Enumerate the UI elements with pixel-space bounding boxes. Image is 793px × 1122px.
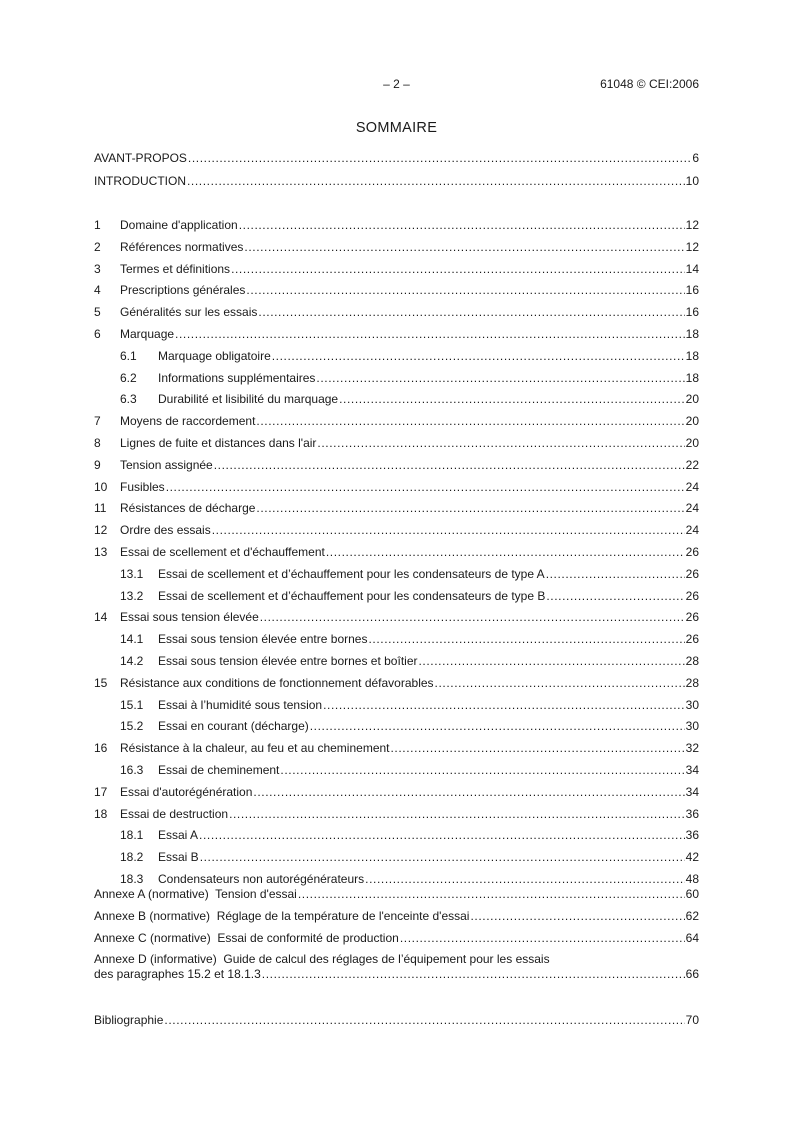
dot-leader xyxy=(280,763,684,778)
toc-entry-18[interactable] xyxy=(94,807,699,822)
dot-leader xyxy=(326,545,685,560)
toc-entry-15-1[interactable] xyxy=(94,698,699,713)
dot-leader xyxy=(419,654,685,669)
toc-entry-label: Essai A xyxy=(158,828,199,843)
toc-entry-page: 20 xyxy=(685,414,699,429)
toc-entry-13-2[interactable] xyxy=(94,589,699,604)
toc-entry-number: 1 xyxy=(94,218,101,232)
toc-entry-label: Marquage xyxy=(120,327,175,341)
dot-leader xyxy=(229,807,685,822)
toc-entry-page: 26 xyxy=(685,632,699,647)
toc-entry-number: 16.3 xyxy=(120,763,144,777)
toc-entry-page: 18 xyxy=(685,348,699,363)
toc-entry-page: 42 xyxy=(685,850,699,865)
toc-entry-page: 18 xyxy=(685,370,699,385)
toc-entry-label: Informations supplémentaires xyxy=(158,370,316,385)
toc-entry-number: 4 xyxy=(94,283,101,298)
dot-leader xyxy=(400,931,685,946)
dot-leader xyxy=(200,850,685,865)
toc-entry-number: 14.1 xyxy=(120,632,144,647)
toc-entry-number: 5 xyxy=(94,305,101,320)
toc-entry-page: 12 xyxy=(685,239,699,254)
toc-entry-number: 15.1 xyxy=(120,697,144,712)
toc-entry-1[interactable] xyxy=(94,218,699,233)
toc-entry-number: 6.2 xyxy=(120,370,137,385)
dot-leader xyxy=(310,719,685,734)
dot-leader xyxy=(187,174,685,189)
toc-entry-label: Essai de destruction xyxy=(120,806,229,821)
toc-entry-label: Résistance à la chaleur, au feu et au cheminement xyxy=(120,741,390,756)
toc-entry-page: 30 xyxy=(685,719,699,734)
toc-entry-number: 18.2 xyxy=(120,850,144,865)
toc-entry-6[interactable] xyxy=(94,327,699,342)
dot-leader xyxy=(391,741,685,756)
toc-entry-annexe-d[interactable] xyxy=(94,952,699,982)
toc-entry-number: 13.1 xyxy=(120,566,144,581)
dot-leader xyxy=(368,632,684,647)
toc-entry-page: 36 xyxy=(685,828,699,843)
toc-entry-label: Essai d'autorégénération xyxy=(120,784,253,799)
toc-entry-label: Essai à l’humidité sous tension xyxy=(158,697,323,712)
toc-entry-label-cont: des paragraphes 15.2 et 18.1.3 xyxy=(94,967,261,981)
dot-leader xyxy=(262,967,685,982)
toc-entry-16[interactable] xyxy=(94,741,699,756)
toc-entry-avant-propos[interactable] xyxy=(94,151,699,166)
toc-entry-label: Essai sous tension élevée entre bornes et boîtier xyxy=(158,654,418,668)
toc-entry-page: 14 xyxy=(685,261,699,276)
toc-entry-label: Fusibles xyxy=(120,479,165,494)
toc-entry-label: Essai en courant (décharge) xyxy=(158,719,309,734)
toc-entry-page: 22 xyxy=(685,457,699,472)
toc-entry-number: 9 xyxy=(94,457,101,472)
dot-leader xyxy=(260,610,685,625)
document-reference: 61048 © CEI:2006 xyxy=(600,77,699,91)
toc-entry-page: 6 xyxy=(692,151,699,165)
toc-entry-label: Essai sous tension élevée entre bornes xyxy=(158,632,368,647)
toc-entry-number: 8 xyxy=(94,436,101,450)
toc-entry-page: 26 xyxy=(685,545,699,559)
toc-entry-label: Résistance aux conditions de fonctionnement défavorables xyxy=(120,675,434,690)
toc-entry-label: Essai sous tension élevée xyxy=(120,610,259,625)
toc-entry-11[interactable] xyxy=(94,501,699,516)
toc-entry-16-3[interactable] xyxy=(94,763,699,778)
toc-entry-page: 66 xyxy=(685,967,699,981)
dot-leader xyxy=(258,305,684,320)
dot-leader xyxy=(256,501,684,516)
toc-entry-continuation xyxy=(94,967,699,982)
dot-leader xyxy=(339,392,685,407)
toc-entry-8[interactable] xyxy=(94,436,699,451)
dot-leader xyxy=(546,589,684,604)
toc-entry-number: 12 xyxy=(94,523,108,538)
dot-leader xyxy=(435,676,685,691)
toc-entry-label: Résistances de décharge xyxy=(120,501,256,516)
toc-entry-label: Tension assignée xyxy=(120,457,213,472)
toc-entry-14-2[interactable] xyxy=(94,654,699,669)
toc-entry-label: Annexe B (normative) Réglage de la température de l'enceinte d'essai xyxy=(94,909,470,923)
toc-entry-label: Domaine d'application xyxy=(120,218,238,232)
toc-entry-2[interactable] xyxy=(94,240,699,255)
dot-leader xyxy=(214,458,685,473)
toc-entry-13-1[interactable] xyxy=(94,567,699,582)
toc-entry-number: 17 xyxy=(94,784,108,799)
toc-entry-introduction[interactable] xyxy=(94,174,699,189)
toc-entry-page: 20 xyxy=(685,436,699,450)
toc-entry-label: Essai de scellement et d’échauffement pour les condensateurs de type A xyxy=(158,566,545,581)
toc-entry-3[interactable] xyxy=(94,262,699,277)
dot-leader xyxy=(164,1013,684,1028)
dot-leader xyxy=(239,218,685,233)
toc-entry-label: Essai B xyxy=(158,850,199,865)
toc-entry-label: Ordre des essais xyxy=(120,523,211,538)
dot-leader xyxy=(323,698,685,713)
toc-entry-18-3[interactable] xyxy=(94,872,699,887)
toc-entry-annexe-b[interactable] xyxy=(94,909,699,924)
dot-leader xyxy=(175,327,685,342)
toc-entry-number: 6 xyxy=(94,327,101,341)
toc-entry-page: 64 xyxy=(685,931,699,945)
toc-entry-page: 48 xyxy=(685,872,699,886)
toc-entry-label: INTRODUCTION xyxy=(94,174,186,188)
toc-entry-label: Prescriptions générales xyxy=(120,283,246,298)
toc-entry-page: 32 xyxy=(685,741,699,756)
toc-entry-label: Moyens de raccordement xyxy=(120,414,256,429)
toc-entry-14[interactable] xyxy=(94,610,699,625)
toc-entry-label: Annexe D (informative) Guide de calcul des réglages de l’équipement pour les essais xyxy=(94,952,550,966)
toc-entry-page: 62 xyxy=(685,909,699,923)
toc-entry-number: 2 xyxy=(94,239,101,254)
toc-entry-page: 36 xyxy=(685,806,699,821)
toc-entry-page: 20 xyxy=(685,392,699,407)
dot-leader xyxy=(246,283,684,298)
toc-entry-label: Annexe A (normative) Tension d'essai xyxy=(94,887,297,901)
toc-entry-7[interactable] xyxy=(94,414,699,429)
toc-entry-number: 18.3 xyxy=(120,872,144,886)
toc-entry-9[interactable] xyxy=(94,458,699,473)
toc-entry-annexe-a[interactable] xyxy=(94,887,699,902)
toc-entry-6-1[interactable] xyxy=(94,349,699,364)
toc-entry-15[interactable] xyxy=(94,676,699,691)
toc-entry-number: 13 xyxy=(94,545,108,559)
toc-entry-number: 13.2 xyxy=(120,588,144,603)
dot-leader xyxy=(212,523,685,538)
toc-entry-label: Durabilité et lisibilité du marquage xyxy=(158,392,339,407)
toc-entry-label: Lignes de fuite et distances dans l'air xyxy=(120,436,317,450)
toc-entry-annexe-c[interactable] xyxy=(94,931,699,946)
toc-entry-number: 16 xyxy=(94,741,108,756)
toc-entry-page: 10 xyxy=(685,174,699,188)
toc-entry-page: 28 xyxy=(685,675,699,690)
toc-entry-label: Essai de scellement et d'échauffement xyxy=(120,545,325,559)
toc-entry-6-2[interactable] xyxy=(94,371,699,386)
toc-entry-page: 24 xyxy=(685,479,699,494)
dot-leader xyxy=(166,480,685,495)
toc-entry-number: 15.2 xyxy=(120,719,144,734)
toc-entry-page: 28 xyxy=(685,654,699,668)
dot-leader xyxy=(256,414,684,429)
dot-leader xyxy=(199,828,685,843)
toc-entry-number: 3 xyxy=(94,261,101,276)
toc-entry-page: 30 xyxy=(685,697,699,712)
dot-leader xyxy=(546,567,685,582)
toc-entry-label: Essai de scellement et d’échauffement pour les condensateurs de type B xyxy=(158,588,546,603)
page-number: – 2 – xyxy=(383,77,410,91)
dot-leader xyxy=(298,887,685,902)
toc-entry-page: 26 xyxy=(685,610,699,625)
toc-entry-page: 12 xyxy=(685,218,699,232)
dot-leader xyxy=(470,909,684,924)
toc-entry-number: 14 xyxy=(94,610,108,625)
toc-entry-page: 18 xyxy=(685,327,699,341)
toc-entry-15-2[interactable] xyxy=(94,719,699,734)
page-header xyxy=(94,77,699,93)
toc-entry-10[interactable] xyxy=(94,480,699,495)
toc-entry-page: 34 xyxy=(685,763,699,777)
toc-entry-label: Références normatives xyxy=(120,239,244,254)
toc-entry-14-1[interactable] xyxy=(94,632,699,647)
toc-entry-number: 14.2 xyxy=(120,654,144,668)
dot-leader xyxy=(272,349,685,364)
toc-entry-number: 6.1 xyxy=(120,348,137,363)
toc-entry-page: 60 xyxy=(685,887,699,901)
dot-leader xyxy=(365,872,684,887)
toc-entry-page: 24 xyxy=(685,523,699,538)
toc-entry-12[interactable] xyxy=(94,523,699,538)
toc-entry-label: AVANT-PROPOS xyxy=(94,151,187,165)
toc-entry-number: 18.1 xyxy=(120,828,144,843)
toc-entry-number: 10 xyxy=(94,479,108,494)
toc-entry-number: 6.3 xyxy=(120,392,137,407)
toc-entry-page: 16 xyxy=(685,305,699,320)
toc-entry-number: 18 xyxy=(94,806,108,821)
toc-entry-label: Annexe C (normative) Essai de conformité de production xyxy=(94,931,399,945)
toc-entry-4[interactable] xyxy=(94,283,699,298)
toc-entry-18-2[interactable] xyxy=(94,850,699,865)
toc-entry-label: Généralités sur les essais xyxy=(120,305,258,320)
toc-entry-bibliographie[interactable] xyxy=(94,1013,699,1028)
toc-entry-number: 7 xyxy=(94,414,101,429)
toc-entry-18-1[interactable] xyxy=(94,828,699,843)
dot-leader xyxy=(188,151,691,166)
dot-leader xyxy=(244,240,684,255)
toc-entry-page: 34 xyxy=(685,784,699,799)
toc-entry-6-3[interactable] xyxy=(94,392,699,407)
dot-leader xyxy=(317,436,684,451)
toc-entry-number: 11 xyxy=(94,501,107,516)
toc-entry-5[interactable] xyxy=(94,305,699,320)
toc-entry-label: Essai de cheminement xyxy=(158,763,280,777)
toc-entry-page: 24 xyxy=(685,501,699,516)
toc-entry-page: 16 xyxy=(685,283,699,298)
toc-entry-13[interactable] xyxy=(94,545,699,560)
dot-leader xyxy=(316,371,684,386)
toc-entry-label: Bibliographie xyxy=(94,1013,164,1027)
toc-entry-page: 26 xyxy=(685,566,699,581)
toc-entry-label: Termes et définitions xyxy=(120,261,231,276)
page-title: SOMMAIRE xyxy=(355,120,438,136)
toc-entry-page: 26 xyxy=(685,588,699,603)
toc-entry-label: Marquage obligatoire xyxy=(158,348,271,363)
toc-entry-17[interactable] xyxy=(94,785,699,800)
dot-leader xyxy=(253,785,684,800)
toc-entry-label: Condensateurs non autorégénérateurs xyxy=(158,872,365,886)
dot-leader xyxy=(231,262,685,277)
toc-entry-number: 15 xyxy=(94,675,108,690)
toc-entry-page: 70 xyxy=(685,1013,699,1027)
